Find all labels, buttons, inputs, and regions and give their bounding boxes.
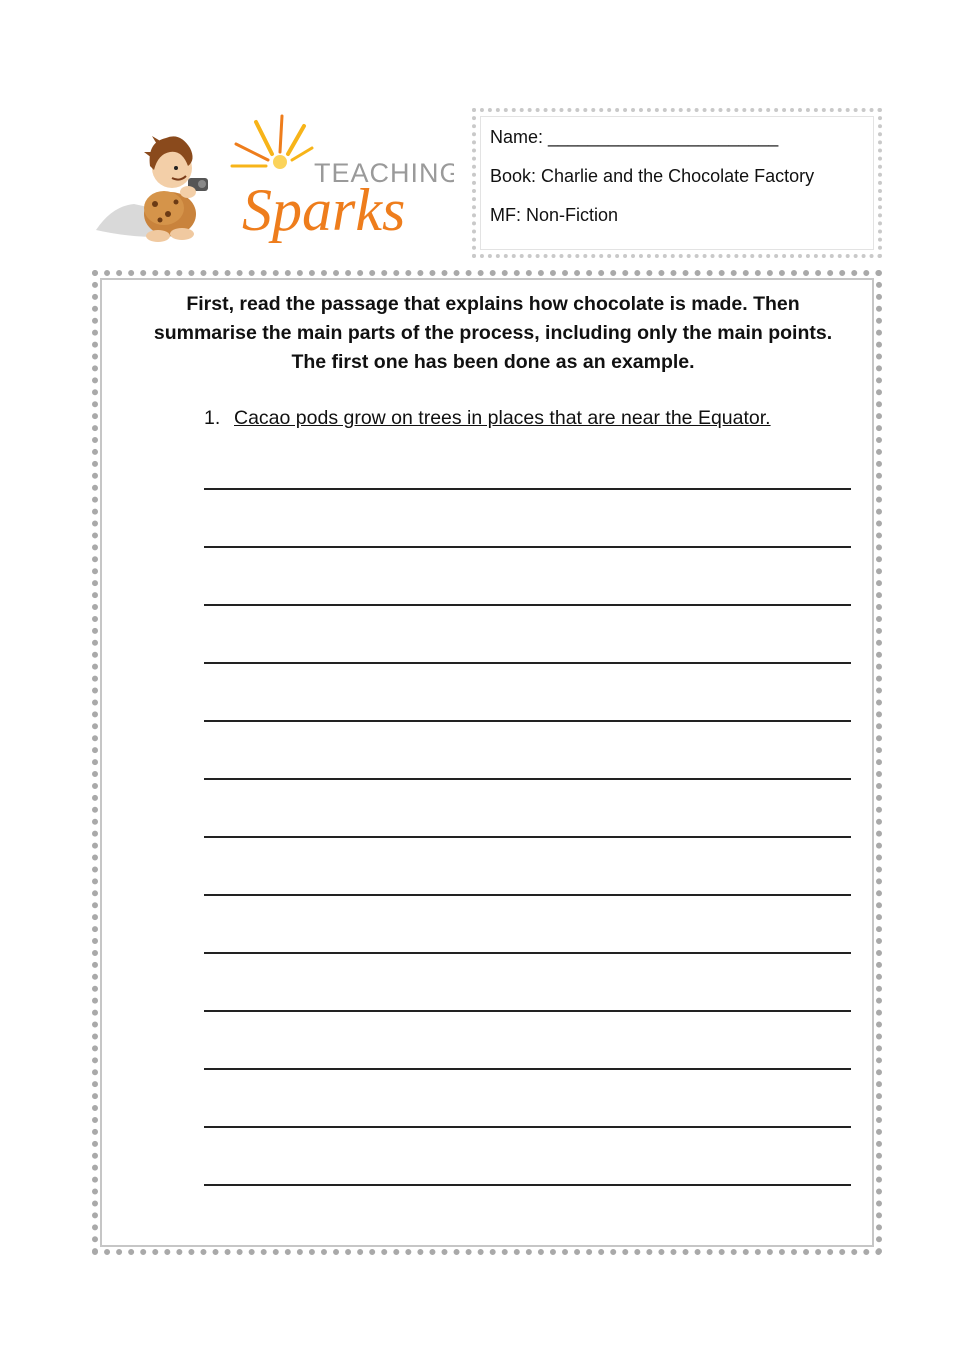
- answer-line[interactable]: [204, 546, 851, 548]
- mf-label: MF: Non-Fiction: [490, 205, 619, 225]
- logo-graphic: [92, 108, 454, 258]
- teaching-sparks-logo: [92, 108, 454, 258]
- instructions-text: First, read the passage that explains how chocolate is made. Then summarise the main parts of the process, including only the main points. The first one has been done as an example.: [153, 293, 833, 373]
- worksheet-box: [92, 270, 882, 1255]
- answer-line[interactable]: [204, 836, 851, 838]
- answer-line[interactable]: [204, 952, 851, 954]
- answer-line[interactable]: [204, 488, 851, 490]
- name-field[interactable]: Name: _______________________: [490, 127, 779, 147]
- answer-line[interactable]: [204, 1184, 851, 1186]
- answer-line[interactable]: [204, 1068, 851, 1070]
- logo-text-sparks: Sparks: [242, 177, 406, 243]
- example-text: Cacao pods grow on trees in places that are near the Equator.: [234, 407, 771, 429]
- caveman-mascot-icon: [144, 136, 208, 242]
- answer-line[interactable]: [204, 720, 851, 722]
- sparks-burst-icon: [232, 116, 312, 169]
- book-label: Book: Charlie and the Chocolate Factory: [490, 166, 815, 186]
- example-number: 1.: [204, 407, 221, 429]
- answer-line[interactable]: [204, 662, 851, 664]
- answer-line[interactable]: [204, 1126, 851, 1128]
- answer-line[interactable]: [204, 604, 851, 606]
- answer-line[interactable]: [204, 778, 851, 780]
- answer-line[interactable]: [204, 1010, 851, 1012]
- logo-text-teaching: TEACHING: [314, 158, 454, 188]
- answer-line[interactable]: [204, 894, 851, 896]
- student-info-box: [472, 108, 882, 258]
- example-answer: [204, 407, 771, 430]
